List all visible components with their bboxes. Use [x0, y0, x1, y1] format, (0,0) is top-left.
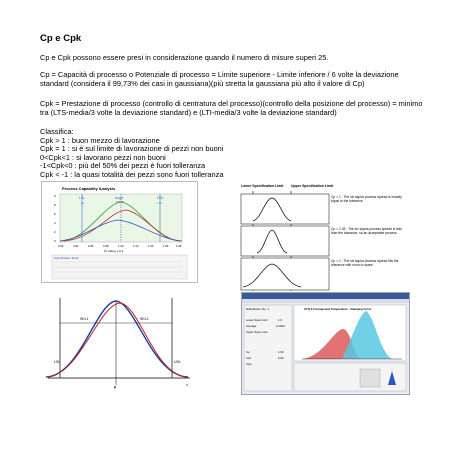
- lsl-label: LSL: [79, 196, 86, 200]
- software-screenshot: [241, 292, 410, 395]
- cp-spec-svg: [239, 181, 406, 293]
- page-title: Cp e Cpk: [40, 33, 82, 44]
- process-capability-figure: [41, 181, 198, 283]
- sw-value: 1.00: [278, 350, 284, 354]
- sw-value: 2.2000: [276, 324, 285, 328]
- y-tick: 6: [54, 212, 56, 216]
- process-capability-svg: [42, 182, 197, 282]
- skl2-label: SKL2: [140, 317, 149, 321]
- spec-row-text: Cp = 1 : The six sigma process spread is exactly equal to the tolerance.: [331, 195, 402, 203]
- x-tick: 0.98: [103, 244, 109, 248]
- minus3s-label: -3s: [80, 201, 85, 205]
- sw-label: Cpm: [246, 362, 252, 366]
- spec-row-text: Cp < 1 : The six sigma process spread fills the tolerance with room to spare.: [331, 259, 399, 267]
- cp-definition: Cp = Capacità di processo o Potenziale di processo = Limite superiore - Limite inferiore / 6 volte la deviazione standard (considera il 99,73% dei casi in gaussiana)(più stretta la gaussiana più alto il valore di Cp): [40, 70, 399, 88]
- gaussian-svg: [40, 293, 195, 390]
- cpk-definition: Cpk = Prestazione di processo (controllo di centratura del processo)(controllo della posizione del processo) = minimo tra (LTS-media/3 volte la deviazione standard) e (LTI-media/3 volte la deviazione standard): [40, 99, 423, 117]
- y-tick: 8: [54, 203, 56, 207]
- gaussian-figure: [40, 293, 195, 390]
- sw-label: Cp: [246, 350, 250, 354]
- sw-label: Distribution No. 1: [246, 307, 270, 311]
- sw-value: 1.0: [278, 318, 282, 322]
- specs-label: Specification limits: [54, 256, 79, 260]
- sw-value: 0.93: [278, 356, 284, 360]
- y-tick: 9: [54, 194, 56, 198]
- usl-label: USL: [174, 360, 181, 364]
- x-tick: 0.94: [73, 244, 79, 248]
- classification-item: Cpk > 1 : buon mezzo di lavorazione: [40, 135, 160, 145]
- cp-spec-figure: [239, 181, 406, 293]
- x-tick: 0.92: [58, 244, 64, 248]
- x-tick: 1.02: [133, 244, 139, 248]
- sw-label: Cpk: [246, 356, 251, 360]
- mu-label: µ: [114, 385, 117, 389]
- plus3s-label: +3s: [157, 201, 162, 205]
- usl-label: USL: [157, 196, 164, 200]
- x-axis-symbol: x: [186, 383, 188, 387]
- y-tick: 0: [54, 239, 56, 243]
- classification-heading: Classifica:: [40, 127, 74, 136]
- x-axis-label: (X value) x 0.1: [104, 249, 124, 253]
- sw-label: Upper Spec Limit: [246, 330, 268, 334]
- intro-paragraph: Cp e Cpk possono essere presi in considerazione quando il numero di misure superi 25.: [40, 53, 329, 62]
- classification-item: -1<Cpk<0 : più del 50% dei pezzi è fuori tolleranza: [40, 161, 206, 171]
- spec-row-text: Cp = 1.33 : The six sigma process spread is less than the tolerance, so an acceptable process.: [331, 227, 402, 235]
- classification-list: [40, 128, 425, 180]
- skl1-label: SKL1: [80, 317, 89, 321]
- x-tick: 1.06: [163, 244, 169, 248]
- target-label: target: [115, 196, 124, 200]
- classification-item: 0<Cpk<1 : si lavorano pezzi non buoni: [40, 152, 166, 162]
- x-tick: 1.04: [148, 244, 154, 248]
- x-tick: 1.00: [118, 244, 124, 248]
- software-svg: [242, 293, 409, 394]
- x-tick: 0.96: [88, 244, 94, 248]
- mean-label: mean: [116, 200, 125, 204]
- sw-chart-title: CTQ 4.0 Compound Temperature - Clamping Force: [304, 307, 372, 311]
- y-tick: 2: [54, 230, 56, 234]
- classification-item: Cpk = 1 : si è sul limite di lavorazione di pezzi non buoni: [40, 144, 224, 154]
- upper-spec-label: Upper Specification Limit: [291, 184, 334, 188]
- x-tick: 1.08: [176, 244, 182, 248]
- y-tick: 4: [54, 221, 56, 225]
- analysis-title: Process Capability Analysis: [62, 186, 116, 191]
- classification-item: Cpk < -1 : la quasi totalità dei pezzi sono fuori tolleranza: [40, 169, 224, 179]
- sw-label: Average: [246, 324, 257, 328]
- lower-spec-label: Lower Specification Limit: [241, 184, 284, 188]
- sw-label: Lower Spec Limit: [246, 318, 268, 322]
- lsl-label: LSL: [54, 360, 61, 364]
